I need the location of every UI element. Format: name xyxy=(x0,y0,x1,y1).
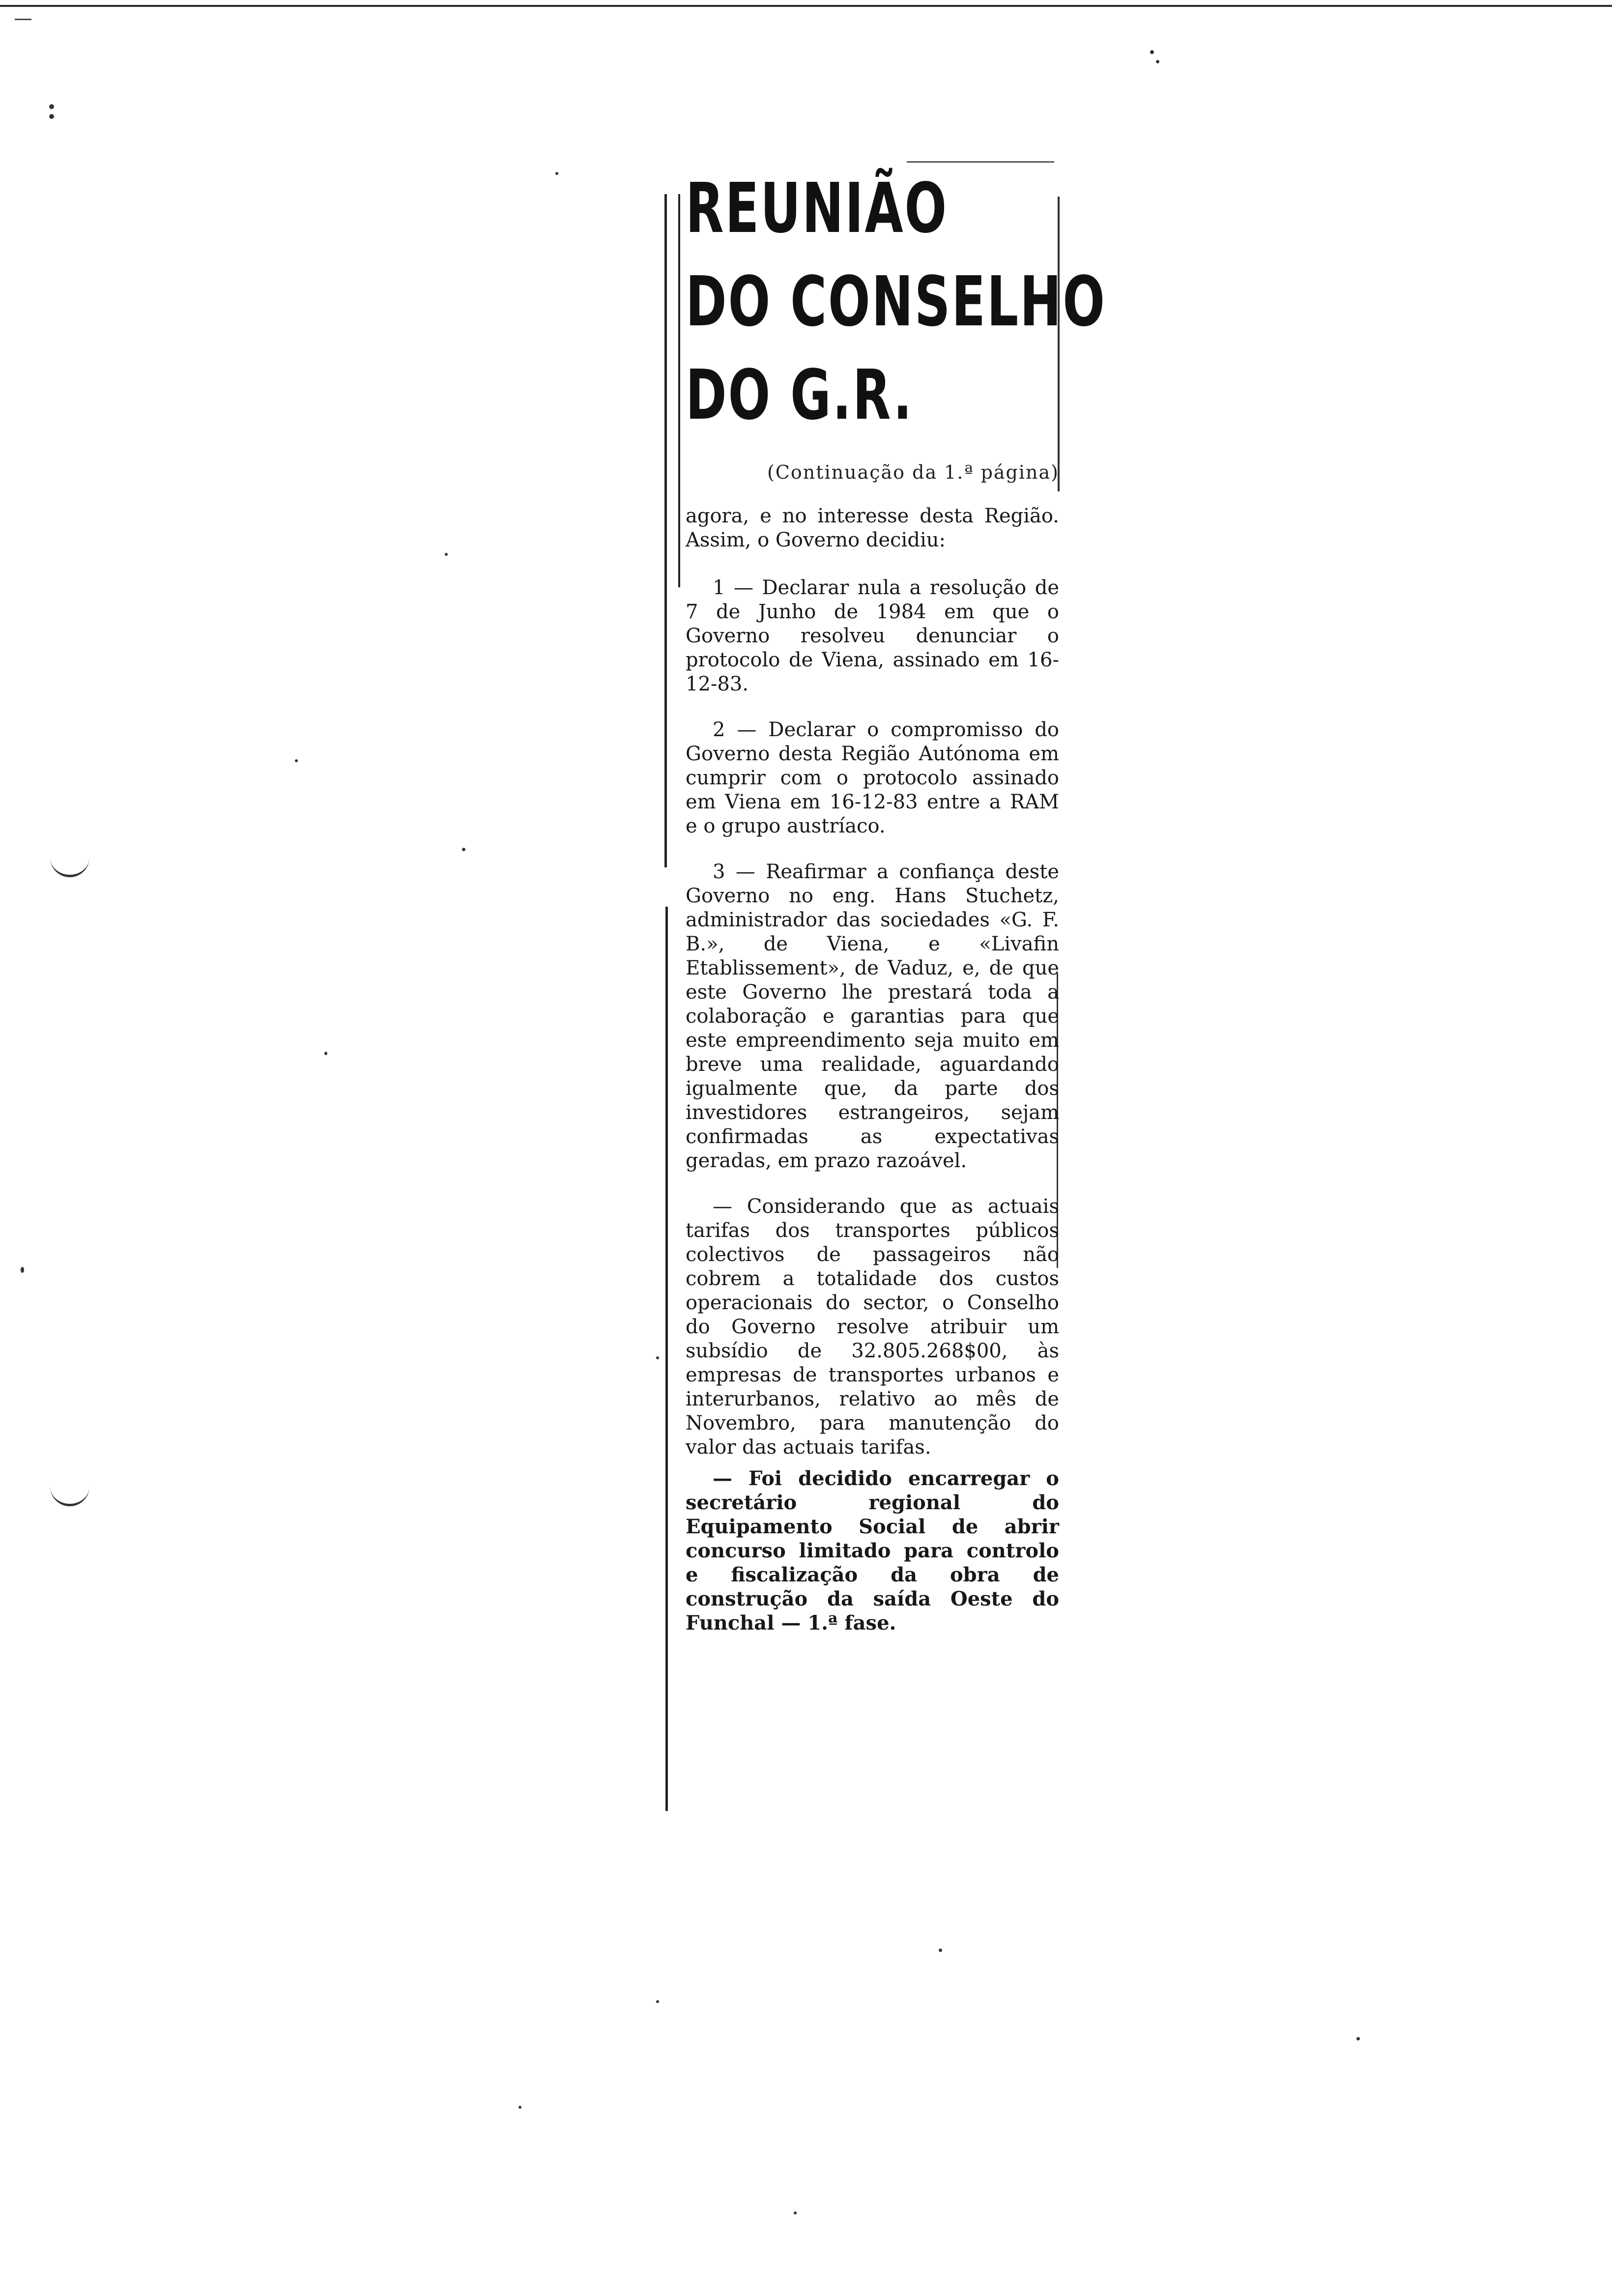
scan-speck xyxy=(794,2211,797,2214)
scan-speck xyxy=(462,848,465,851)
scan-speck xyxy=(1156,60,1159,63)
scan-speck xyxy=(656,2000,659,2003)
scan-speck xyxy=(295,759,298,762)
punch-hole-mark xyxy=(50,855,89,877)
headline-line-3: DO G.R. xyxy=(686,355,914,435)
paragraph-transport-subsidy: — Considerando que as actuais tarifas dos transportes públicos colectivos de passageiros não cobrem a totalidade dos custos operacionais do sector, o Conselho do Governo resolve atribuir um subsídio de 32.805.268$00, às empresas de transportes urbanos e interurbanos, relativo ao mês de Novembro, para manutenção do valor das actuais tarifas. xyxy=(686,1195,1059,1459)
scan-speck xyxy=(21,1267,24,1273)
scan-speck xyxy=(1150,50,1154,54)
scan-speck xyxy=(49,104,54,109)
continuation-note: (Continuação da 1.ª página) xyxy=(767,461,1059,483)
headline-line-1: REUNIÃO xyxy=(686,169,949,249)
scan-speck xyxy=(939,1949,942,1952)
scan-speck xyxy=(49,114,54,119)
headline-line-2: DO CONSELHO xyxy=(686,262,1106,342)
scan-speck xyxy=(518,2106,521,2109)
scan-mark xyxy=(15,19,31,20)
paragraph-item-3: 3 — Reafirmar a confiança deste Governo no eng. Hans Stuchetz, administrador das sociedades «G. F. B.», de Viena, e «Livafin Etablissement», de Vaduz, e, de que este Governo lhe prestará toda a colaboração e garantias para que este empreendimento seja muito em breve uma realidade, aguardando igualmente que, da parte dos investidores estrangeiros, sejam confirmadas as expectativas geradas, em prazo razoável. xyxy=(686,861,1059,1172)
clipping-left-rule xyxy=(665,907,668,1811)
scan-speck xyxy=(1356,2037,1360,2040)
scan-top-edge xyxy=(0,5,1612,7)
scan-speck xyxy=(324,1052,327,1055)
paragraph-tender: — Foi decidido encarregar o secretário regional do Equipamento Social de abrir concurso limitado para controlo e fiscalização da obra de construção da saída Oeste do Funchal — 1.ª fase. xyxy=(686,1467,1059,1635)
paragraph-intro: agora, e no interesse desta Região. Assim, o Governo decidiu: xyxy=(686,505,1059,551)
paragraph-item-2: 2 — Declarar o compromisso do Governo desta Região Autónoma em cumprir com o protocolo assinado em Viena em 16-12-83 entre a RAM e o grupo austríaco. xyxy=(686,718,1059,837)
headline xyxy=(686,162,1106,442)
scan-speck xyxy=(445,553,448,556)
clipping-left-rule xyxy=(664,194,667,867)
newspaper-clipping xyxy=(686,162,1106,1657)
clipping-left-rule xyxy=(678,194,680,587)
scan-speck xyxy=(555,172,558,175)
scan-speck xyxy=(656,1356,659,1359)
paragraph-item-1: 1 — Declarar nula a resolução de 7 de Junho de 1984 em que o Governo resolveu denunciar o protocolo de Viena, assinado em 16-12-83. xyxy=(686,576,1059,695)
article-body xyxy=(686,504,1059,1635)
punch-hole-mark xyxy=(50,1484,89,1506)
